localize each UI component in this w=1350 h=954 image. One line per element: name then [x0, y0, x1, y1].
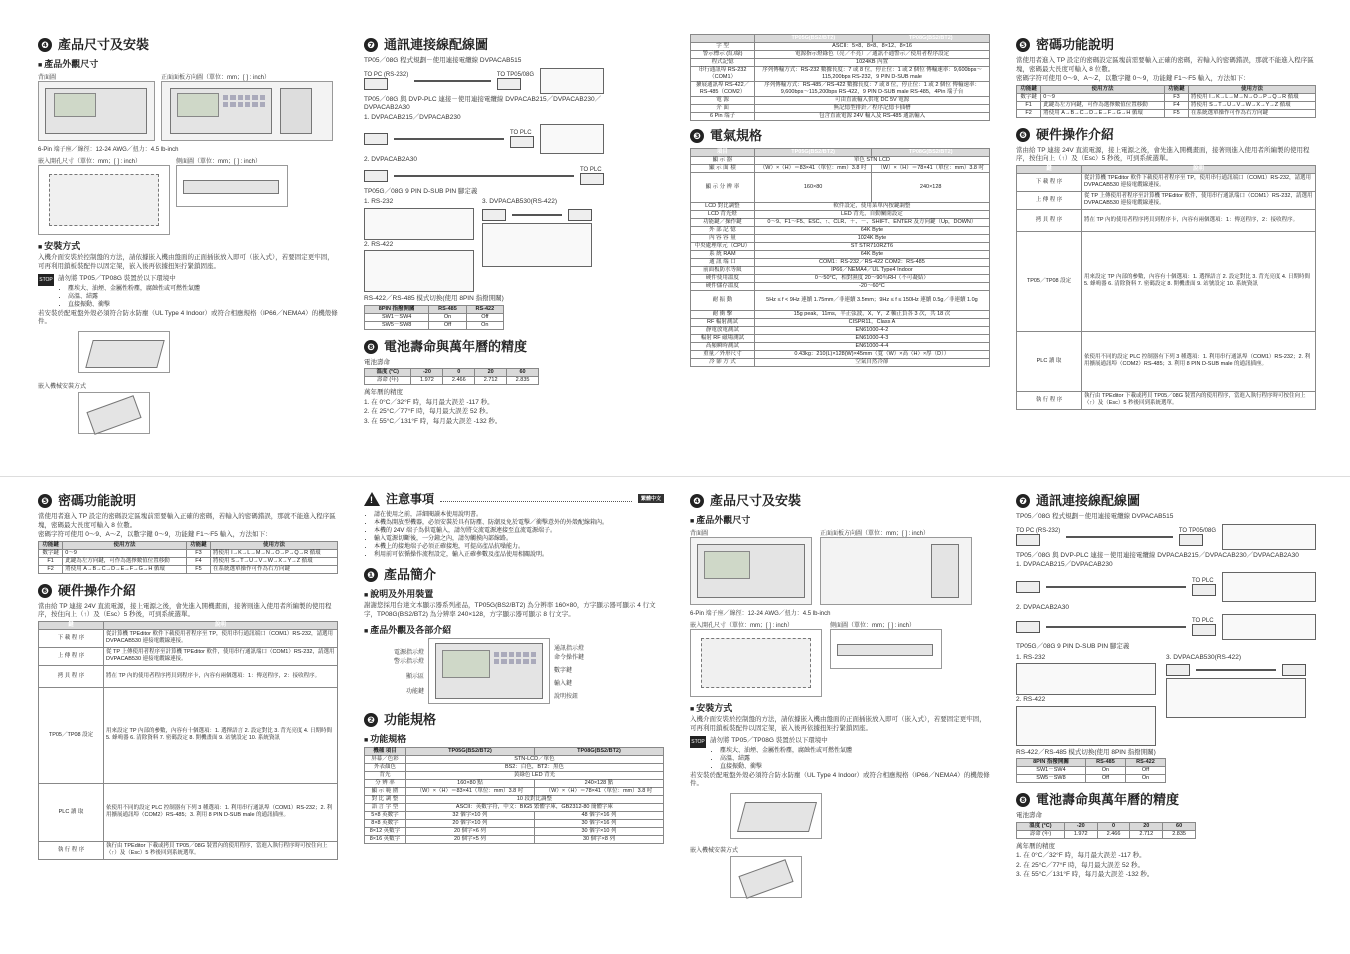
warning-icon: [364, 492, 380, 506]
mount-figure: [78, 331, 170, 373]
panel-view-figure: [161, 81, 333, 141]
table-row: TP05／TP08 設定 用來設定 TP 內部的參數，內容有十個選項：1. 選擇語言 2. 設定對比 3. 背光亮度 4. 日期時間 5. 蜂鳴器 6. 清除資料 7. 密碼設定 8. 開機畫面 9. 站號設定 10. 系統資訊: [1017, 231, 1316, 331]
table-row: 顯 示 面 積 （W）×（H）＝83×41（單位：mm）3.8 吋 （W）×（H）＝78×41（單位：mm）3.8 吋: [691, 165, 990, 173]
table-row: 外 部 記 憶 64K Byte: [691, 227, 990, 235]
table-row: 耐 振 動 5Hz ≤ f < 9Hz 連續 1.75mm／非連續 3.5mm；9Hz ≤ f ≤ 150Hz 連續 0.5g／非連續 1.0g: [691, 291, 990, 311]
table-row: PLC 讀 取 依使用不同的設定 PLC 控制器有下列 3 種選項：1. 利用串行通訊埠（COM1）RS-232；2. 利用擴展通訊埠（COM2）RS-485；3. 利用 8 PIN D-SUB male 的通訊插座。: [39, 783, 338, 841]
list-item: • 利用前可依循操作流程設定，輸入正確參數及產品使用相關說明。: [374, 551, 664, 559]
cutout-figure: [38, 165, 170, 235]
wiring-diagram: TO PLC: [364, 167, 604, 185]
side-figure: [830, 629, 942, 669]
section-password-top: ❺ 密碼功能說明 當使用者進入 TP 設定的密碼設定區塊前需要輸入正確的密碼，若輸入的密碼錯誤，那就不能進入程序區塊，密碼最大長度可輸入 8 位數。 密碼字符可使用 0～9、A～Z，以數字鍵 0～9，功能鍵 F1～F5 輸入，方法如下： 功能鍵 使用方法 功能鍵 使用方法 數字鍵 0～9 F3 將使用 I→K→L→M→N→O→P→Q→R 循環 F1 此鍵為左方向鍵，可作為選擇數值位置移動 F4 將使用 S→T→U→V→W→X→Y→Z 循環 F2 將使用 A→B→C→D→E→F→G→H 循環 F5 在系統選單操作可作為右方向鍵 ❻ 硬件操作介紹 當由給 TP 連接 24V 直流電源，接上電源之後，會先進入開機畫面，接著則進入使用者所編製的使用程序，按住向上（↑）及（Esc）5 秒後，可到系統選單。 鍵 說明 下 載 程 序 從計算機 TPEditor 軟件下載使用者程序至 TP，使用串行通訊端口（COM1）RS-232，請選用 DVPACAB530 連接電纜線連接。 上 傳 程 序 從 TP 上傳使用者程序至計算機 TPEditor 軟件，使用串行通訊端口（COM1）RS-232，請選用 DVPACAB530 連接電纜線連接。 拷 貝 程 序 將在 TP 內的使用者程序拷貝到程序卡，內容有兩個選項：1：傳送程序，2：接收程序。 TP05／TP08 設定 用來設定 TP 內部的參數，內容有十個選項：1. 選擇語言 2. 設定對比 3. 背光亮度 4. 日期時間 5. 蜂鳴器 6. 清除資料 7. 密碼設定 8. 開機畫面 9. 站號設定 10. 系統資訊 PLC 讀 取 依使用不同的設定 PLC 控制器有下列 3 種選項：1. 利用串行通訊埠（COM1）RS-232；2. 利用擴展通訊埠（COM2）RS-485；3. 利用 8 PIN D-SUB male 的通訊插座。 執 行 程 序 執行由 TPEditor 下載或拷貝 TP05／08G 裝置內的使用程序，當進入執行程序時可按住向上（↑）及（Esc）5 秒後回到系統選單。: [1016, 34, 1316, 474]
table-row: 內 容 容 量 1024K Byte: [691, 235, 990, 243]
table-row: 拷 貝 程 序 將在 TP 內的使用者程序拷貝到程序卡，內容有兩個選項：1：傳送程序，2：接收程序。: [39, 665, 338, 687]
dip-table: 8PIN 指撥開關 RS-485 RS-422 SW1－SW4 On Off SW5－SW8 Off On: [1016, 758, 1166, 783]
embed-figure: [730, 856, 802, 898]
table-row: 介 面 無記憶型排針／程序記憶卡插槽: [691, 105, 990, 113]
front-figure-label: 背面圖: [38, 75, 57, 81]
table-row: 耐 衝 擊 15g peak，11ms，半正弦波，X，Y，Z 軸正負各 3 次，共 18 次: [691, 311, 990, 319]
table-row: 6 Pin 端子 包含直流電源 24V 輸入及 RS-485 通訊輸入: [691, 113, 990, 121]
function-spec-table: 機種 項目 TP05G(BS2/BT2) TP08G(BS2/BT2) 屏幕／色彩 STN-LCD／單色 外表顏色 BS2：白色，BT2：黑色 背光 黃綠色 LED 背光 分 辨 率 160×80 點 240×128 點 顯 示 範 圍 （W）×（H）＝83×41（單位：mm）3.8 吋 （W）×（H）＝78×41（單位：mm）3.8 吋 對 比 調 整 10 段對比調整 語 言 字 型 ASCII：英數字符，中文：BIG5 繁體字庫，GB2312-80 簡體字庫 5×8 英數字 32 個字×10 列 48 個字×16 列 8×8 英數字 20 個字×10 列 30 個字×16 列 8×12 英數字 20 個字×6 列 30 個字×10 列 8×16 英數字 20 個字×5 列 30 個字×8 列: [364, 747, 664, 844]
caution-header: ! 注意事項 繁體中文: [364, 490, 664, 507]
table-row: 外表顏色 BS2：白色，BT2：黑色: [365, 764, 664, 772]
section-comm-cable-top: ❼ 通訊連接線配線圖 TP05／08G 程式規劃－使用連接電纜線 DVPACAB515 TO PC (RS-232) TO TP05/08G TP05／08G 與 DVP-PLC 連接－使用連接電纜線 DVPACAB215／DVPACAB230／DVPACAB2A30 1. DVPACAB215／DVPACAB230 TO PLC 2. DVPACAB2A30 TO PLC TP05G／08G 9 PIN D-SUB PIN 腳定義 1. RS-232 2. RS-422 3. DVPACAB530(RS-422) RS-422／RS-485 模式切換(使用 8PIN 指撥開關) 8PIN 指撥開關 RS-485 RS-422 SW1－SW4 On Off SW5－SW8 Off On ❽ 電池壽命與萬年曆的精度 電池壽命 溫度 (°C) -20 0 20 60 壽命 (年) 1.972 2.466 2.712 2.835 萬年曆的精度 1. 在 0°C／32°F 時，每月最大誤差 -117 秒。 2. 在 25°C／77°F 時，每月最大誤差 52 秒。 3. 在 55°C／131°F 時，每月最大誤差 -132 秒。: [364, 34, 604, 474]
password-table: 功能鍵 使用方法 功能鍵 使用方法 數字鍵 0～9 F3 將使用 I→K→L→M→N→O→P→Q→R 循環 F1 此鍵為左方向鍵，可作為選擇數值位置移動 F4 將使用 S→T→U→V→W→X→Y→Z 循環 F2 將使用 A→B→C→D→E→F→G→H 循環 F5 在系統選單操作可作為右方向鍵: [1016, 85, 1316, 118]
table-row: 語 言 字 型 ASCII：英數字符，中文：BIG5 繁體字庫，GB2312-80 簡體字庫: [365, 804, 664, 812]
electrical-table: 項目 TP05G(BS2/BT2) TP08G(BS2/BT2) 顯 示 器 單色 STN LCD 顯 示 面 積 （W）×（H）＝83×41（單位：mm）3.8 吋 （W）×（H）＝78×41（單位：mm）3.8 吋 顯 示 分 辨 率 160×80 240×128 LCD 對比調整 軟件設定，使用菜單內按鍵調整 LCD 背光燈 LED 背光，自動關閉設定 功能鍵／操作鍵 0～9、F1～F5、ESC、↑、CLR、＋、－、SHIFT、ENTER 及方向鍵（Up，DOWN） 外 部 記 憶 64K Byte 內 容 容 量 1024K Byte 中央處理單元（CPU） ST STR710RZT6 系 統 RAM 64K Byte 通 訊 端 口 COM1：RS-232／RS-422 COM2：RS-485 前面板防水等級 IP66／NEMA4／UL Type4 Indoor 硬件使用溫度 0～50°C，相對濕度 20～90％RH（不可凝結） 硬件儲存溫度 -20～60°C 耐 振 動 5Hz ≤ f < 9Hz 連續 1.75mm／非連續 3.5mm；9Hz ≤ f ≤ 150Hz 連續 0.5g／非連續 1.0g 耐 衝 擊 15g peak，11ms，半正弦波，X，Y，Z 軸正負各 3 次，共 18 次 RF 輻射測試 CISPR11，Class A 靜電放電測試 EN61000-4-2 輻射 RF 磁場測試 EN61000-4-3 高頻瞬時測試 EN61000-4-4 重量／外形尺寸 0.43kg：210(L)×128(W)×45mm（寬（W）×高（H）×厚（D）） 冷 卻 方 式 空氣自然冷卻: [690, 148, 990, 367]
cutout-figure: [690, 629, 822, 697]
pin-table-rs232: [364, 208, 474, 240]
table-row: 拷 貝 程 序 將在 TP 內的使用者程序拷貝到程序卡，內容有兩個選項：1：傳送程序，2：接收程序。: [1017, 209, 1316, 231]
table-row: 數字鍵 0～9 F3 將使用 I→K→L→M→N→O→P→Q→R 循環: [39, 549, 338, 557]
environment-text: 若安裝於配電盤外殼必須符合防水防塵（UL Type 4 Indoor）或符合相應規格（IP66／NEMA4）的機殼條件。: [38, 309, 338, 325]
section-title: ❻ 硬件操作介紹: [38, 580, 338, 599]
panel-figure-label: 正面面板方向圖（單位：mm；[ ] : inch）: [161, 75, 271, 81]
table-row: 靜電放電測試 EN61000-4-2: [691, 327, 990, 335]
list-item: • 高溫、結露: [68, 293, 200, 301]
table-row: SW1－SW4 On Off: [365, 313, 504, 321]
table-row: SW5－SW8 Off On: [365, 321, 504, 329]
table-row: 中央處理單元（CPU） ST STR710RZT6: [691, 243, 990, 251]
subsection-title: ■ 安裝方式: [38, 239, 338, 252]
table-row: 字 型 ASCII：5×8、8×8、8×12、8×16: [691, 43, 990, 51]
table-row: 高頻瞬時測試 EN61000-4-4: [691, 343, 990, 351]
cable-note: 6-Pin 端子座／線徑：12-24 AWG／扭力：4.5 lb-inch: [38, 147, 179, 153]
table-row: 串行通訊埠 RS-232（COM1） 序列傳輸方式：RS-232 數據長度：7 或 8 位，停止位：1 或 2 個位 傳輸速率：9,600bps～115,200bps RS-232，9 PIN D-SUB male: [691, 67, 990, 82]
table-row: 執 行 程 序 執行由 TPEditor 下載或拷貝 TP05／08G 裝置內的使用程序，當進入執行程序時可按住向上（↑）及（Esc）5 秒後回到系統選單。: [1017, 391, 1316, 409]
cable-item-2: 2. DVPACAB2A30: [364, 156, 417, 163]
table-row: 系 統 RAM 64K Byte: [691, 251, 990, 259]
front-view-figure: [690, 537, 812, 605]
cutout-label: 嵌入開孔尺寸（單位：mm；[ ] : inch）: [38, 159, 142, 165]
section-title: ❼ 通訊連接線配線圖: [1016, 490, 1316, 509]
wiring-diagram: TO PC (RS-232) TO TP05/08G: [364, 68, 604, 94]
table-row: 硬件儲存溫度 -20～60°C: [691, 283, 990, 291]
table-row: F1 此鍵為左方向鍵，可作為選擇數值位置移動 F4 將使用 S→T→U→V→W→X→Y→Z 循環: [39, 557, 338, 565]
table-row: 輻射 RF 磁場測試 EN61000-4-3: [691, 335, 990, 343]
table-row: 硬件使用溫度 0～50°C，相對濕度 20～90％RH（不可凝結）: [691, 275, 990, 283]
table-row: TP05／TP08 設定 用來設定 TP 內部的參數，內容有十個選項：1. 選擇語言 2. 設定對比 3. 背光亮度 4. 日期時間 5. 蜂鳴器 6. 清除資料 7. 密碼設定 8. 開機畫面 9. 站號設定 10. 系統資訊: [39, 687, 338, 783]
cable-line-1: TP05／08G 程式規劃－使用連接電纜線 DVPACAB515: [364, 57, 522, 64]
pin-title: TP05G／08G 9 PIN D-SUB PIN 腳定義: [364, 187, 478, 195]
table-row: 下 載 程 序 從計算機 TPEditor 軟件下載使用者程序至 TP，使用串行通訊端口（COM1）RS-232，請選用 DVPACAB530 連接電纜線連接。: [1017, 173, 1316, 191]
table-row: 擴展通訊埠 RS-422／RS-485（COM2） 序列傳輸方式：RS-485／RS-422 數據長度：7 或 8 位，停止位：1 或 2 個位 傳輸速率：9,600bps～115,200bps RS-422，9 PIN D-SUB male RS-485，4Pin 端子台: [691, 82, 990, 97]
table-row: 壽命 (年) 1.972 2.466 2.712 2.835: [1017, 830, 1196, 838]
table-row: 8×8 英數字 20 個字×10 列 30 個字×16 列: [365, 820, 664, 828]
section-title: ❽ 電池壽命與萬年曆的精度: [364, 336, 604, 355]
warning-list: [58, 285, 200, 309]
warning-intro: 請勿將 TP05／TP08G 裝置於以下環境中: [58, 275, 176, 282]
list-item: • 本機上的接地端子必須正確接地，可提高產品抗噪能力。: [374, 543, 664, 551]
pin-table-rs422: [364, 250, 474, 292]
list-item: • 直接振動、衝擊: [68, 301, 200, 309]
table-row: 電 源 可由直流輸入供電 DC 5V 電源: [691, 97, 990, 105]
section-electrical-top: [690, 34, 990, 474]
section-product-size-top: [38, 34, 338, 474]
section-title: ❶ 產品簡介: [364, 564, 664, 583]
table-row: 8×12 英數字 20 個字×6 列 30 個字×10 列: [365, 828, 664, 836]
table-row: 5×8 英數字 32 個字×10 列 48 個字×16 列: [365, 812, 664, 820]
spec-table-top: TP05G(BS2/BT2) TP08G(BS2/BT2) 字 型 ASCII：5×8、8×8、8×12、8×16 警示標示 (紅/綠) 電源指示燈綠色（亮／不亮）／通訊不通警示／使用者程序設定 程式記憶 1024KB 內置 串行通訊埠 RS-232（COM1） 序列傳輸方式：RS-232 數據長度：7 或 8 位，停止位：1 或 2 個位 傳輸速率：9,600bps～115,200bps RS-232，9 PIN D-SUB male 擴展通訊埠 RS-422／RS-485（COM2） 序列傳輸方式：RS-485／RS-422 數據長度：7 或 8 位，停止位：1 或 2 個位 傳輸速率：9,600bps～115,200bps RS-422，9 PIN D-SUB male RS-485，4Pin 端子台 電 源 可由直流輸入供電 DC 5V 電源 介 面 無記憶型排針／程序記憶卡插槽 6 Pin 端子 包含直流電源 24V 輸入及 RS-485 通訊輸入: [690, 34, 990, 121]
wiring-diagram: TO PLC: [1016, 572, 1316, 602]
pin-table-rs422-cable: [1166, 678, 1306, 718]
table-row: 分 辨 率 160×80 點 240×128 點: [365, 780, 664, 788]
wiring-diagram: TO PLC: [1016, 614, 1316, 640]
table-row: 顯 示 分 辨 率 160×80 240×128: [691, 173, 990, 203]
table-row: 數字鍵 0～9 F3 將使用 I→K→L→M→N→O→P→Q→R 循環: [1017, 93, 1316, 101]
section-password-bottom: ❺ 密碼功能說明 當使用者進入 TP 設定的密碼設定區塊前需要輸入正確的密碼，若輸入的密碼錯誤，那就不能進入程序區塊，密碼最大長度可輸入 8 位數。 密碼字符可使用 0～9、A～Z，以數字鍵 0～9，功能鍵 F1～F5 輸入，方法如下： 功能鍵 使用方法 功能鍵 使用方法 數字鍵 0～9 F3 將使用 I→K→L→M→N→O→P→Q→R 循環 F1 此鍵為左方向鍵，可作為選擇數值位置移動 F4 將使用 S→T→U→V→W→X→Y→Z 循環 F2 將使用 A→B→C→D→E→F→G→H 循環 F5 在系統選單操作可作為右方向鍵 ❻ 硬件操作介紹 當由給 TP 連接 24V 直流電源，接上電源之後，會先進入開機畫面，接著則進入使用者所編製的使用程序，按住向上（↑）及（Esc）5 秒後，可到系統選單。 鍵 說明 下 載 程 序 從計算機 TPEditor 軟件下載使用者程序至 TP，使用串行通訊端口（COM1）RS-232，請選用 DVPACAB530 連接電纜線連接。 上 傳 程 序 從 TP 上傳使用者程序至計算機 TPEditor 軟件，使用串行通訊端口（COM1）RS-232，請選用 DVPACAB530 連接電纜線連接。 拷 貝 程 序 將在 TP 內的使用者程序拷貝到程序卡，內容有兩個選項：1：傳送程序，2：接收程序。 TP05／TP08 設定 用來設定 TP 內部的參數，內容有十個選項：1. 選擇語言 2. 設定對比 3. 背光亮度 4. 日期時間 5. 蜂鳴器 6. 清除資料 7. 密碼設定 8. 開機畫面 9. 站號設定 10. 系統資訊 PLC 讀 取 依使用不同的設定 PLC 控制器有下列 3 種選項：1. 利用串行通訊埠（COM1）RS-232；2. 利用擴展通訊埠（COM2）RS-485；3. 利用 8 PIN D-SUB male 的通訊插座。 執 行 程 序 執行由 TPEditor 下載或拷貝 TP05／08G 裝置內的使用程序，當進入執行程序時可按住向上（↑）及（Esc）5 秒後回到系統選單。: [38, 490, 338, 930]
list-item: • 塵埃大、油煙、金屬性粉塵，腐蝕性或可燃性氣體: [68, 285, 200, 293]
table-row: 對 比 調 整 10 段對比調整: [365, 796, 664, 804]
pin-table-rs422-cable: [482, 223, 592, 267]
table-row: 顯 示 範 圍 （W）×（H）＝83×41（單位：mm）3.8 吋 （W）×（H）＝78×41（單位：mm）3.8 吋: [365, 788, 664, 796]
section-number: ❼: [364, 38, 378, 52]
table-row: F2 將使用 A→B→C→D→E→F→G→H 循環 F5 在系統選單操作可作為右方向鍵: [1017, 109, 1316, 117]
table-row: F2 將使用 A→B→C→D→E→F→G→H 循環 F5 在系統選單操作可作為右方向鍵: [39, 565, 338, 573]
wiring-diagram: TO PC (RS-232) TO TP05/08G: [1016, 524, 1316, 550]
list-item: • 請在使用之前，詳細閱讀本使用說明書。: [374, 511, 664, 519]
table-row: RF 輻射測試 CISPR11，Class A: [691, 319, 990, 327]
pin-table-rs232: [1016, 663, 1156, 695]
table-row: 前面板防水等級 IP66／NEMA4／UL Type4 Indoor: [691, 267, 990, 275]
dip-title: RS-422／RS-485 模式切換(使用 8PIN 指撥開關): [364, 295, 504, 302]
password-table: 功能鍵 使用方法 功能鍵 使用方法 數字鍵 0～9 F3 將使用 I→K→L→M→N→O→P→Q→R 循環 F1 此鍵為左方向鍵，可作為選擇數值位置移動 F4 將使用 S→T→U→V→W→X→Y→Z 循環 F2 將使用 A→B→C→D→E→F→G→H 循環 F5 在系統選單操作可作為右方向鍵: [38, 541, 338, 574]
product-overview-figure: 電源指示燈 警示指示燈 顯示區 功能鍵 通訊指示燈 命令操作鍵 數字鍵 輸入鍵 說明按鈕: [364, 638, 664, 704]
section-title: ❺ 密碼功能說明: [1016, 34, 1316, 53]
table-row: 冷 卻 方 式 空氣自然冷卻: [691, 359, 990, 367]
table-row: 上 傳 程 序 從 TP 上傳使用者程序至計算機 TPEditor 軟件，使用串行通訊端口（COM1）RS-232，請選用 DVPACAB530 連接電纜線連接。: [39, 647, 338, 665]
table-row: F1 此鍵為左方向鍵，可作為選擇數值位置移動 F4 將使用 S→T→U→V→W→X→Y→Z 循環: [1017, 101, 1316, 109]
section-title: ❽ 電池壽命與萬年曆的精度: [1016, 789, 1316, 808]
table-row: SW5－SW8 Off On: [1017, 775, 1166, 783]
table-row: PLC 讀 取 依使用不同的設定 PLC 控制器有下列 3 種選項：1. 利用串行通訊埠（COM1）RS-232；2. 利用擴展通訊埠（COM2）RS-485；3. 利用 8 PIN D-SUB male 的通訊插座。: [1017, 331, 1316, 391]
section-title: ❹ 產品尺寸及安裝: [690, 490, 990, 509]
table-row: LCD 對比調整 軟件設定，使用菜單內按鍵調整: [691, 203, 990, 211]
hardware-table: 鍵 說明 下 載 程 序 從計算機 TPEditor 軟件下載使用者程序至 TP，使用串行通訊端口（COM1）RS-232，請選用 DVPACAB530 連接電纜線連接。 上 傳 程 序 從 TP 上傳使用者程序至計算機 TPEditor 軟件，使用串行通訊端口（COM1）RS-232，請選用 DVPACAB530 連接電纜線連接。 拷 貝 程 序 將在 TP 內的使用者程序拷貝到程序卡，內容有兩個選項：1：傳送程序，2：接收程序。 TP05／TP08 設定 用來設定 TP 內部的參數，內容有十個選項：1. 選擇語言 2. 設定對比 3. 背光亮度 4. 日期時間 5. 蜂鳴器 6. 清除資料 7. 密碼設定 8. 開機畫面 9. 站號設定 10. 系統資訊 PLC 讀 取 依使用不同的設定 PLC 控制器有下列 3 種選項：1. 利用串行通訊埠（COM1）RS-232；2. 利用擴展通訊埠（COM2）RS-485；3. 利用 8 PIN D-SUB male 的通訊插座。 執 行 程 序 執行由 TPEditor 下載或拷貝 TP05／08G 裝置內的使用程序，當進入執行程序時可按住向上（↑）及（Esc）5 秒後回到系統選單。: [38, 621, 338, 860]
table-row: 屏幕／色彩 STN-LCD／單色: [365, 756, 664, 764]
section-title: ❼ 通訊連接線配線圖: [364, 34, 604, 53]
table-row: 壽命 (年) 1.972 2.466 2.712 2.835: [365, 377, 539, 385]
subsection-title: ■ 產品外觀尺寸: [38, 57, 338, 70]
mount-figure: [730, 793, 822, 839]
install-text: 入機介面安裝於控制盤的方法，請依據嵌入機由盤面的正面插嵌放入即可（嵌入式），若要固定更牢固，可再利用鎖板裝配件以固定架，嵌入後再依據扭矩拧緊鎖固座。: [38, 254, 334, 270]
side-figure: [176, 165, 288, 207]
wiring-diagram: TO PLC: [364, 124, 604, 154]
list-item: • 輸入電源切斷後，一分鐘之內，請勿觸摸內部線路。: [374, 535, 664, 543]
page-divider: [0, 476, 1350, 477]
table-row: 通 訊 端 口 COM1：RS-232／RS-422 COM2：RS-485: [691, 259, 990, 267]
caution-list: [364, 511, 664, 559]
front-view-figure: [38, 81, 155, 141]
pin-table-rs422: [1016, 706, 1156, 746]
side-figure-label: 側面圖（單位：mm；[ ] : inch）: [176, 159, 262, 165]
table-row: 程式記憶 1024KB 內置: [691, 59, 990, 67]
hardware-table: 鍵 說明 下 載 程 序 從計算機 TPEditor 軟件下載使用者程序至 TP，使用串行通訊端口（COM1）RS-232，請選用 DVPACAB530 連接電纜線連接。 上 傳 程 序 從 TP 上傳使用者程序至計算機 TPEditor 軟件，使用串行通訊端口（COM1）RS-232，請選用 DVPACAB530 連接電纜線連接。 拷 貝 程 序 將在 TP 內的使用者程序拷貝到程序卡，內容有兩個選項：1：傳送程序，2：接收程序。 TP05／TP08 設定 用來設定 TP 內部的參數，內容有十個選項：1. 選擇語言 2. 設定對比 3. 背光亮度 4. 日期時間 5. 蜂鳴器 6. 清除資料 7. 密碼設定 8. 開機畫面 9. 站號設定 10. 系統資訊 PLC 讀 取 依使用不同的設定 PLC 控制器有下列 3 種選項：1. 利用串行通訊埠（COM1）RS-232；2. 利用擴展通訊埠（COM2）RS-485；3. 利用 8 PIN D-SUB male 的通訊插座。 執 行 程 序 執行由 TPEditor 下載或拷貝 TP05／08G 裝置內的使用程序，當進入執行程序時可按住向上（↑）及（Esc）5 秒後回到系統選單。: [1016, 165, 1316, 410]
table-row: 重量／外形尺寸 0.43kg：210(L)×128(W)×45mm（寬（W）×高（H）×厚（D））: [691, 351, 990, 359]
section-title: ❷ 功能規格: [364, 709, 664, 728]
section-product-size-bottom: ❹ 產品尺寸及安裝 ■ 產品外觀尺寸 背面圖 正面面板方向圖（單位：mm；[ ] : inch） 6-Pin 端子座／線徑：12-24 AWG／扭力：4.5 lb-inch 嵌入開孔尺寸（單位：mm；[ ] : inch） 側面圖（單位：mm；[ ] : inch） ■ 安裝方式 入機介面安裝於控制盤的方法，請依據嵌入機由盤面的正面插嵌放入即可（嵌入式），若要固定更牢固，可再利用鎖板裝配件以固定架，嵌入後再依據扭矩拧緊鎖固座。 STOP 請勿將 TP05／TP08G 裝置於以下環境中 • 塵埃大、油煙、金屬性粉塵，腐蝕性或可燃性氣體 • 高溫、結露 • 直接振動、衝擊 若安裝於配電盤外殼必須符合防水防塵（UL Type 4 Indoor）或符合相應規格（IP66／NEMA4）的機殼條件。 嵌入機械安裝方式: [690, 490, 990, 930]
list-item: • 本機為開放型機器，必須安裝於具有防塵、防潮及免於電擊／衝擊意外的外殼配線箱內。: [374, 519, 664, 527]
stop-icon: STOP: [38, 274, 54, 286]
section-number: ❹: [38, 38, 52, 52]
cable-line-2: TP05／08G 與 DVP-PLC 連接－使用連接電纜線 DVPACAB215／DVPACAB230／DVPACAB2A30: [364, 95, 602, 111]
table-row: SW1－SW4 On Off: [1017, 767, 1166, 775]
panel-view-figure: [820, 537, 972, 605]
cable-item-1: 1. DVPACAB215／DVPACAB230: [364, 113, 461, 121]
dip-table: 8PIN 指撥開關 RS-485 RS-422 SW1－SW4 On Off SW5－SW8 Off On: [364, 305, 504, 330]
section-title: ❻ 硬件操作介紹: [1016, 124, 1316, 143]
table-row: 執 行 程 序 執行由 TPEditor 下載或拷貝 TP05／08G 裝置內的使用程序，當進入執行程序時可按住向上（↑）及（Esc）5 秒後回到系統選單。: [39, 841, 338, 859]
list-item: • 本機的 24V 端子為供電輸入，請勿將交流電源連接至直流電源端子。: [374, 527, 664, 535]
battery-table: 溫度 (°C) -20 0 20 60 壽命 (年) 1.972 2.466 2.712 2.835: [364, 368, 539, 385]
embed-label: 嵌入機械安裝方式: [38, 383, 87, 390]
table-row: 8×16 英數字 20 個字×5 列 30 個字×8 列: [365, 836, 664, 844]
section-title: ❸ 電氣規格: [690, 125, 990, 144]
table-row: 顯 示 器 單色 STN LCD: [691, 157, 990, 165]
table-row: LCD 背光燈 LED 背光，自動關閉設定: [691, 211, 990, 219]
section-title: ❹ 產品尺寸及安裝: [38, 34, 338, 53]
table-row: 背光 黃綠色 LED 背光: [365, 772, 664, 780]
table-row: 下 載 程 序 從計算機 TPEditor 軟件下載使用者程序至 TP，使用串行通訊端口（COM1）RS-232，請選用 DVPACAB530 連接電纜線連接。: [39, 629, 338, 647]
stop-icon: STOP: [690, 736, 706, 748]
battery-table: 溫度 (°C) -20 0 20 60 壽命 (年) 1.972 2.466 2.712 2.835: [1016, 822, 1196, 839]
embed-figure: [78, 392, 150, 434]
table-row: 上 傳 程 序 從 TP 上傳使用者程序至計算機 TPEditor 軟件，使用串行通訊端口（COM1）RS-232，請選用 DVPACAB530 連接電纜線連接。: [1017, 191, 1316, 209]
section-comm-cable-bottom: ❼ 通訊連接線配線圖 TP05／08G 程式規劃－使用連接電纜線 DVPACAB515 TO PC (RS-232) TO TP05/08G TP05／08G 與 DVP-PLC 連接－使用連接電纜線 DVPACAB215／DVPACAB230／DVPACAB2A30 1. DVPACAB215／DVPACAB230 TO PLC 2. DVPACAB2A30 TO PLC TP05G／08G 9 PIN D-SUB PIN 腳定義 1. RS-232 2. RS-422 3. DVPACAB530(RS-422) RS-422／RS-485 模式切換(使用 8PIN 指撥開關) 8PIN 指撥開關 RS-485 RS-422 SW1－SW4 On Off SW5－SW8 Off On ❽ 電池壽命與萬年曆的精度 電池壽命 溫度 (°C) -20 0 20 60 壽命 (年) 1.972 2.466 2.712 2.835 萬年曆的精度 1. 在 0°C／32°F 時，每月最大誤差 -117 秒。 2. 在 25°C／77°F 時，每月最大誤差 52 秒。 3. 在 55°C／131°F 時，每月最大誤差 -132 秒。: [1016, 490, 1316, 930]
section-caution: ! 注意事項 繁體中文 • 請在使用之前，詳細閱讀本使用說明書。 • 本機為開放型機器，必須安裝於具有防塵、防潮及免於電擊／衝擊意外的外殼配線箱內。 • 本機的 24V 端子為供電輸入，請勿將交流電源連接至直流電源端子。 • 輸入電源切斷後，一分鐘之內，請勿觸摸內部線路。 • 本機上的接地端子必須正確接地，可提高產品抗噪能力。 • 利用前可依循操作流程設定，輸入正確參數及產品使用相關說明。 ❶ 產品簡介 ■ 說明及外用裝置 謝謝您採用台達文本顯示器系列產品，TP05G(BS2/BT2) 為分辨率 160×80，方字顯示器可顯示 4 行文字，TP08G(BS2/BT2) 為分辨率 240×128，方字顯示器可顯示 8 行文字。 ■ 產品外觀及各部介紹 電源指示燈 警示指示燈 顯示區 功能鍵 通訊指示燈 命令操作鍵 數字鍵 輸入鍵 說明按鈕 ❷ 功能規格 ■ 功能規格 機種 項目 TP05G(BS2/BT2) TP08G(BS2/BT2) 屏幕／色彩 STN-LCD／單色 外表顏色 BS2：白色，BT2：黑色 背光 黃綠色 LED 背光 分 辨 率 160×80 點 240×128 點 顯 示 範 圍 （W）×（H）＝83×41（單位：mm）3.8 吋 （W）×（H）＝78×41（單位：mm）3.8 吋 對 比 調 整 10 段對比調整 語 言 字 型 ASCII：英數字符，中文：BIG5 繁體字庫，GB2312-80 簡體字庫 5×8 英數字 32 個字×10 列 48 個字×16 列 8×8 英數字 20 個字×10 列 30 個字×16 列 8×12 英數字 20 個字×6 列 30 個字×10 列 8×16 英數字 20 個字×5 列 30 個字×8 列: [364, 490, 664, 930]
section-title: ❺ 密碼功能說明: [38, 490, 338, 509]
table-row: 警示標示 (紅/綠) 電源指示燈綠色（亮／不亮）／通訊不通警示／使用者程序設定: [691, 51, 990, 59]
table-row: 功能鍵／操作鍵 0～9、F1～F5、ESC、↑、CLR、＋、－、SHIFT、ENTER 及方向鍵（Up，DOWN）: [691, 219, 990, 227]
language-badge: 繁體中文: [638, 494, 664, 503]
